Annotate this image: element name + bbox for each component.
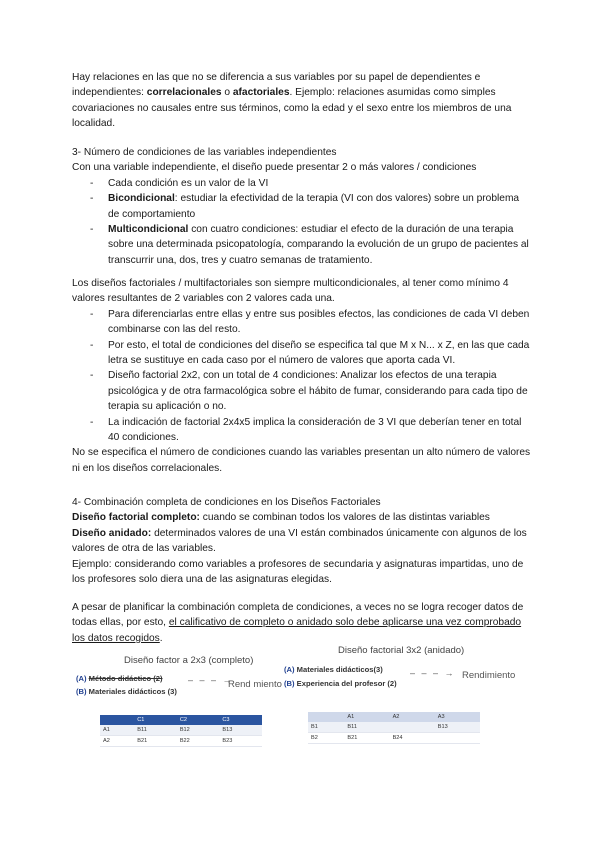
definition-completo: Diseño factorial completo: cuando se combinan todos los valores de las distintas variables [72,512,490,524]
table-anidado [308,712,480,744]
variable-b-label: (B) Experiencia del profesor (2) [284,679,397,688]
section-3-list [72,176,532,268]
text: o [221,87,233,99]
term-afactoriales: afactoriales [232,87,290,99]
underlined-text: el calificativo de completo o anidado solo debe aplicarse una vez comprobado los datos recogidos [72,617,522,644]
list-item: - La indicación de factorial 2x4x5 implica la consideración de 3 VI que deberían tener en total 40 condiciones. [72,415,532,446]
table-completo [100,715,262,747]
section-4-heading: 4- Combinación completa de condiciones en los Diseños Factoriales [72,497,381,508]
paragraph-completo-anidado: A pesar de planificar la combinación completa de condiciones, a veces no se logra recoger datos de todas ellas, por esto, el calificativo de completo o anidado solo debe aplicarse una vez comprobado los datos recogidos. [72,602,524,644]
arrow-icon: – – – → [410,668,456,678]
diagram-title: Diseño factorial 3x2 (anidado) [338,645,465,656]
list-item: - Cada condición es un valor de la VI [72,176,532,191]
list-item: - Para diferenciarlas entre ellas y entre sus posibles efectos, las condiciones de cada VI deben combinarse con las del resto. [72,307,532,338]
table-row: A2 B21 B22 B23 [100,736,262,747]
paragraph-intro: Los diseños factoriales / multifactoriales son siempre multicondicionales, al tener como mínimo 4 valores resultantes de 2 variables con 2 valores cada una. [72,278,509,305]
section-3 [72,145,532,268]
section-3-heading: 3- Número de condiciones de las variables independientes [72,147,337,158]
variable-a-label: (A) Materiales didácticos(3) [284,665,383,674]
example: Ejemplo: considerando como variables a profesores de secundaria y asignaturas impartidas, uno de los profesores solo diera una de las asignaturas elegidas. [72,558,524,586]
list-item: - Diseño factorial 2x2, con un total de 4 condiciones: Analizar los efectos de una terapia psicológica y de otra farmacológica sobre el hábito de fumar, considerando para cada tipo de terapia su aplicación o no. [72,368,532,414]
table-header-row: A1 A2 A3 [308,712,480,722]
table-row: B1 B11 B13 [308,722,480,733]
table-row: A1 B11 B12 B13 [100,725,262,736]
list-item: - Bicondicional: estudiar la efectividad de la terapia (VI con dos valores) sobre un problema de comportamiento [72,191,532,222]
section-factoriales [72,276,532,476]
text: Hay relaciones en las que no se diferencia a sus variables por su papel de dependientes e independientes: [72,72,481,99]
text: . Ejemplo: relaciones asumidas como simples covariaciones no causales entre sus términos, como la edad y el sexo entre los miembros de una localidad. [72,87,512,130]
paragraph-correlacionales [72,70,532,132]
table-header-row: C1 C2 C3 [100,715,262,725]
term-correlacionales: correlacionales [146,87,222,99]
diagram-title: Diseño factor a 2x3 (completo) [124,655,254,666]
section-4 [72,495,532,587]
arrow-icon: – – – → [188,675,234,685]
result-label: Rendimiento [462,670,516,681]
factoriales-list [72,307,532,446]
result-label: Rend miento [228,679,282,690]
variable-a-label: (A) Método didáctico (2) [76,674,163,683]
list-item: - Por esto, el total de condiciones del diseño se especifica tal que M x N... x Z, en las que cada letra se sustituye en cada caso por el número de valores que aporta cada VI. [72,338,532,369]
variable-b-label: (B) Materiales didácticos (3) [76,687,177,696]
list-item: - Multicondicional con cuatro condiciones: estudiar el efecto de la duración de una terapia sobre una determinada psicopatología, comparando la evolución de un grupo de pacientes al transcurrir una, dos, tres y cuatro semanas de tratamiento. [72,222,532,268]
definition-anidado: Diseño anidado: determinados valores de una VI están combinados únicamente con algunos de los valores de otra de las variables. [72,527,527,555]
paragraph-outro: No se especifica el número de condiciones cuando las variables presentan un alto número de valores ni en los diseños correlacionales. [72,447,531,474]
section-3-intro: Con una variable independiente, el diseño puede presentar 2 o más valores / condiciones [72,162,477,174]
table-row: B2 B21 B24 [308,733,480,744]
